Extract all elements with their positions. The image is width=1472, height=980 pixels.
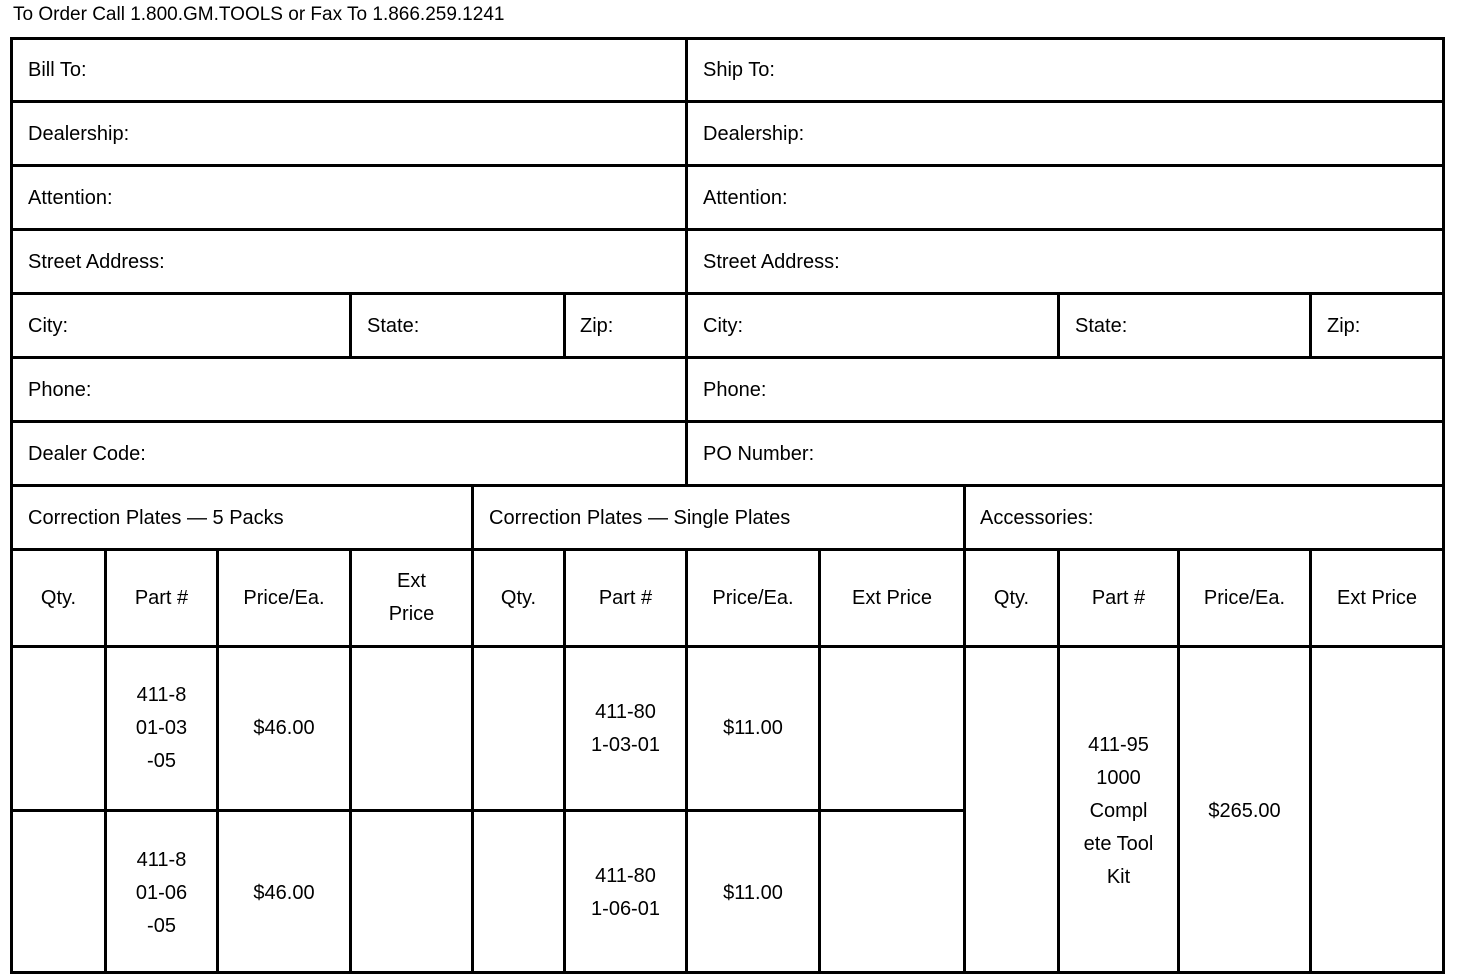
bill-street-label: Street Address:	[28, 251, 165, 273]
order-contact-line: To Order Call 1.800.GM.TOOLS or Fax To 1.866.259.1241	[13, 4, 505, 25]
col-ext-price-header: Ext Price	[1336, 586, 1418, 609]
single-plate-part-cell: 411-80 1-06-01	[591, 865, 660, 920]
five-pack-price-cell: $46.00	[253, 881, 315, 904]
ship-city-label: City:	[703, 315, 743, 337]
po-number-label: PO Number:	[703, 443, 815, 465]
row-divider	[10, 164, 1445, 167]
dealer-code-label: Dealer Code:	[28, 443, 146, 465]
ship-zip-label: Zip:	[1327, 315, 1361, 337]
section-single-plates: Correction Plates — Single Plates	[489, 507, 791, 529]
bill-zip-label: Zip:	[580, 315, 614, 337]
row-divider	[10, 292, 1445, 295]
ship-dealership-label: Dealership:	[703, 123, 805, 145]
bill-dealership-label: Dealership:	[28, 123, 130, 145]
ship-to-label: Ship To:	[703, 59, 775, 81]
section-five-packs: Correction Plates — 5 Packs	[28, 507, 284, 529]
row-divider	[10, 356, 1445, 359]
ship-state-label: State:	[1075, 315, 1128, 337]
col-ext-price-header: Ext Price	[851, 586, 933, 609]
col-part-header: Part #	[598, 586, 653, 609]
column-divider	[1309, 292, 1312, 358]
col-qty-header: Qty.	[500, 586, 537, 609]
ship-street-label: Street Address:	[703, 251, 840, 273]
row-divider	[10, 100, 1445, 103]
accessory-price-cell: $265.00	[1208, 799, 1281, 822]
single-plate-price-cell: $11.00	[723, 881, 783, 904]
col-price-header: Price/Ea.	[1203, 586, 1286, 609]
col-qty-header: Qty.	[993, 586, 1030, 609]
row-divider	[10, 484, 1445, 487]
col-part-header: Part #	[1091, 586, 1146, 609]
accessory-part-cell: 411-95 1000 Compl ete Tool Kit	[1083, 733, 1154, 888]
bill-city-label: City:	[28, 315, 68, 337]
row-divider	[10, 420, 1445, 423]
col-qty-header: Qty.	[40, 586, 77, 609]
section-accessories: Accessories:	[980, 507, 1094, 529]
column-divider	[349, 292, 352, 358]
col-price-header: Price/Ea.	[712, 586, 794, 609]
col-part-header: Part #	[134, 586, 189, 609]
col-price-header: Price/Ea.	[243, 586, 325, 609]
single-plate-part-cell: 411-80 1-03-01	[591, 700, 660, 756]
column-divider	[685, 37, 688, 487]
row-divider	[10, 228, 1445, 231]
bill-to-label: Bill To:	[28, 59, 87, 81]
column-divider	[1057, 292, 1060, 358]
five-pack-part-cell: 411-8 01-03 -05	[135, 684, 188, 772]
column-divider	[563, 292, 566, 358]
col-ext-price-header: Ext Price	[388, 570, 435, 625]
bill-phone-label: Phone:	[28, 379, 92, 401]
bill-state-label: State:	[367, 315, 420, 337]
five-pack-price-cell: $46.00	[253, 717, 315, 739]
five-pack-part-cell: 411-8 01-06 -05	[135, 848, 188, 937]
single-plate-price-cell: $11.00	[723, 717, 783, 739]
ship-attention-label: Attention:	[703, 187, 788, 209]
ship-phone-label: Phone:	[703, 379, 767, 401]
bill-attention-label: Attention:	[28, 187, 113, 209]
